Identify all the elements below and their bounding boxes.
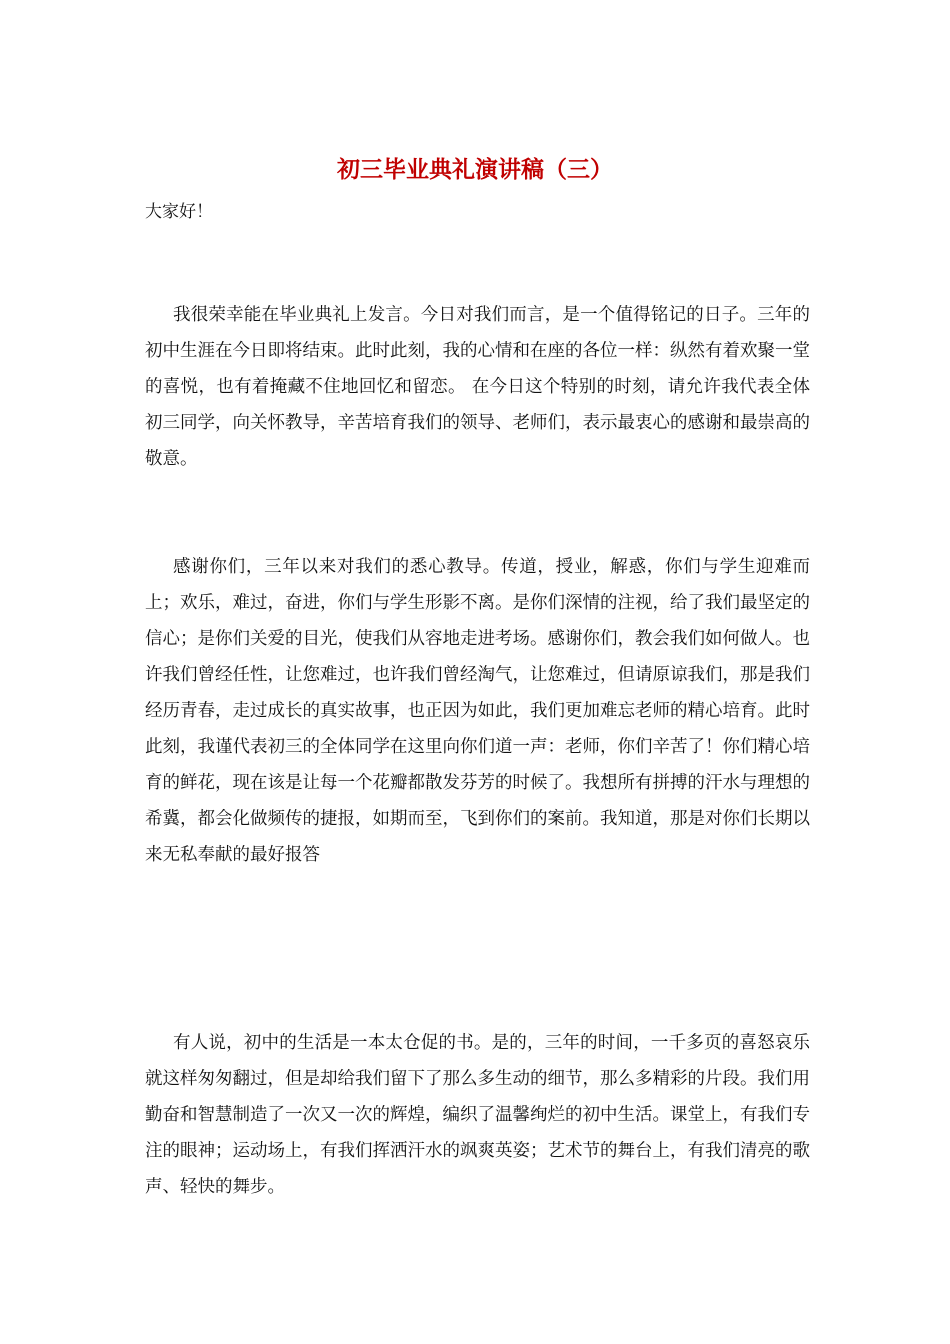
paragraph-3: 有人说，初中的生活是一本太仓促的书。是的，三年的时间，一千多页的喜怒哀乐就这样匆匆翻过，但是却给我们留下了那么多生动的细节，那么多精彩的片段。我们用勤奋和智慧制造了一次又一次的辉煌，编织了温馨绚烂的初中生活。课堂上，有我们专注的眼神；运动场上，有我们挥洒汗水的飒爽英姿；艺术节的舞台上，有我们清亮的歌声、轻快的舞步。 <box>145 1033 810 1197</box>
greeting-text: 大家好！ <box>145 202 213 222</box>
paragraph-2: 感谢你们，三年以来对我们的悉心教导。传道，授业，解惑，你们与学生迎难而上；欢乐，难过，奋进，你们与学生形影不离。是你们深情的注视，给了我们最坚定的信心；是你们关爱的目光，使我们从容地走进考场。感谢你们，教会我们如何做人。也许我们曾经任性，让您难过，也许我们曾经淘气，让您难过，但请原谅我们，那是我们经历青春，走过成长的真实故事，也正因为如此，我们更加难忘老师的精心培育。此时此刻，我谨代表初三的全体同学在这里向你们道一声：老师，你们辛苦了！你们精心培育的鲜花，现在该是让每一个花瓣都散发芬芳的时候了。我想所有拼搏的汗水与理想的希冀，都会化做频传的捷报，如期而至，飞到你们的案前。我知道，那是对你们长期以来无私奉献的最好报答 <box>145 557 810 865</box>
paragraph-1: 我很荣幸能在毕业典礼上发言。今日对我们而言，是一个值得铭记的日子。三年的初中生涯在今日即将结束。此时此刻，我的心情和在座的各位一样：纵然有着欢聚一堂的喜悦，也有着掩藏不住地回忆和留恋。 在今日这个特别的时刻，请允许我代表全体初三同学，向关怀教导，辛苦培育我们的领导、老师们，表示最衷心的感谢和最崇高的敬意。 <box>145 305 810 469</box>
document-title: 初三毕业典礼演讲稿（三） <box>337 156 613 183</box>
